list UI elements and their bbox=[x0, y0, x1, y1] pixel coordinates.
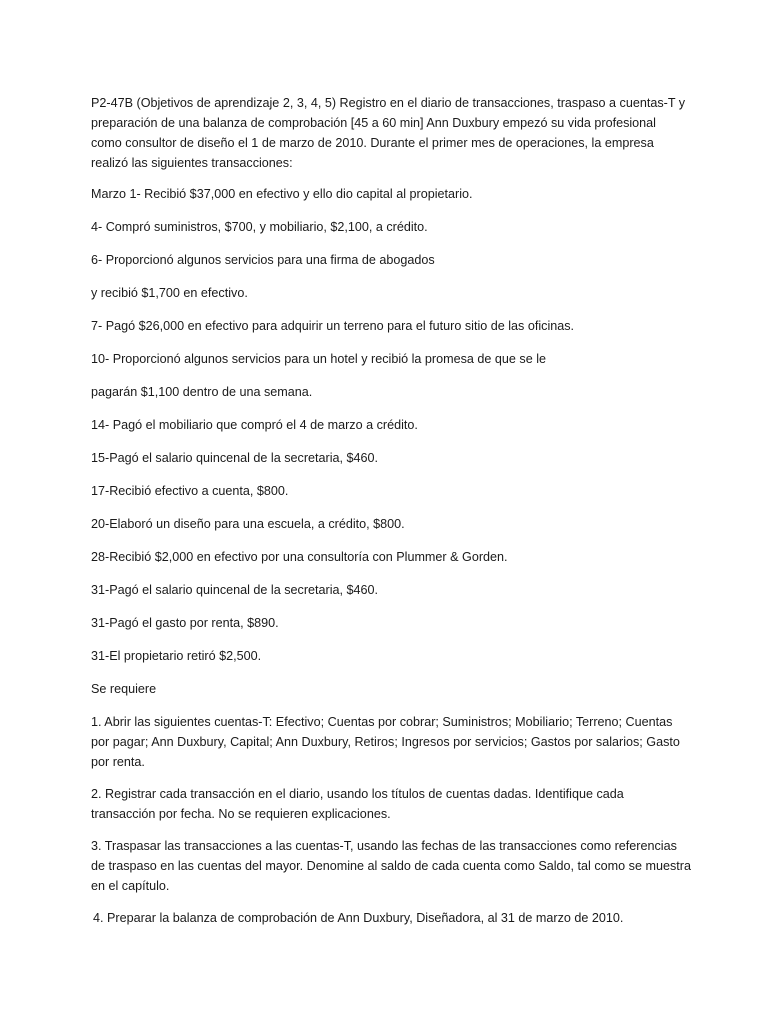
transaction-item: y recibió $1,700 en efectivo. bbox=[91, 286, 248, 300]
transaction-item: 4- Compró suministros, $700, y mobiliario, $2,100, a crédito. bbox=[91, 220, 428, 234]
requirements-list bbox=[91, 712, 691, 928]
transaction-item: 31-Pagó el gasto por renta, $890. bbox=[91, 616, 279, 630]
transaction-item: 6- Proporcionó algunos servicios para una firma de abogados bbox=[91, 253, 435, 267]
transaction-item: 14- Pagó el mobiliario que compró el 4 de marzo a crédito. bbox=[91, 418, 418, 432]
transaction-item: 17-Recibió efectivo a cuenta, $800. bbox=[91, 484, 289, 498]
transaction-item: pagarán $1,100 dentro de una semana. bbox=[91, 385, 313, 399]
transaction-item: 31-El propietario retiró $2,500. bbox=[91, 649, 262, 663]
problem-intro: P2-47B (Objetivos de aprendizaje 2, 3, 4, 5) Registro en el diario de transacciones, traspaso a cuentas-T y preparación de una balanza de comprobación [45 a 60 min] Ann Duxbury empezó su vida profesional como consultor de diseño el 1 de marzo de 2010. Durante el primer mes de operaciones, la empresa realizó las siguientes transacciones: bbox=[91, 96, 686, 170]
transaction-item: 28-Recibió $2,000 en efectivo por una consultoría con Plummer & Gorden. bbox=[91, 550, 508, 564]
requirement-item: 3. Traspasar las transacciones a las cuentas-T, usando las fechas de las transacciones como referencias de traspaso en las cuentas del mayor. Denomine al saldo de cada cuenta como Saldo, tal como se muestra en el capítulo. bbox=[91, 839, 691, 893]
requirement-item: 4. Preparar la balanza de comprobación de Ann Duxbury, Diseñadora, al 31 de marzo de 2010. bbox=[93, 911, 624, 925]
transaction-item: 15-Pagó el salario quincenal de la secretaria, $460. bbox=[91, 451, 379, 465]
requirement-item: 1. Abrir las siguientes cuentas-T: Efectivo; Cuentas por cobrar; Suministros; Mobiliario; Terreno; Cuentas por pagar; Ann Duxbury, Capital; Ann Duxbury, Retiros; Ingresos por servicios; Gastos por salarios; Gasto por renta. bbox=[91, 715, 680, 769]
requirement-item: 2. Registrar cada transacción en el diario, usando los títulos de cuentas dadas. Identifique cada transacción por fecha. No se requieren explicaciones. bbox=[91, 787, 624, 821]
transaction-item: 31-Pagó el salario quincenal de la secretaria, $460. bbox=[91, 583, 379, 597]
transaction-item: 7- Pagó $26,000 en efectivo para adquirir un terreno para el futuro sitio de las oficinas. bbox=[91, 319, 575, 333]
transaction-item: Marzo 1- Recibió $37,000 en efectivo y ello dio capital al propietario. bbox=[91, 187, 473, 201]
transaction-item: 10- Proporcionó algunos servicios para un hotel y recibió la promesa de que se le bbox=[91, 352, 547, 366]
required-heading: Se requiere bbox=[91, 682, 157, 696]
document-body bbox=[91, 93, 691, 940]
transaction-item: 20-Elaboró un diseño para una escuela, a crédito, $800. bbox=[91, 517, 405, 531]
transaction-list bbox=[91, 184, 691, 666]
